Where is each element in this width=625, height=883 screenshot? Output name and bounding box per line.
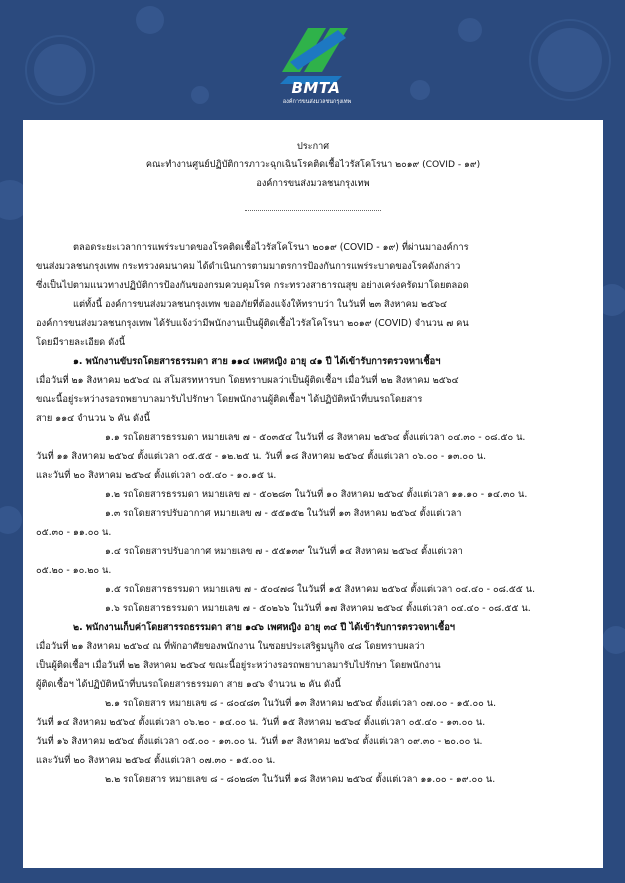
logo-brand-text: BMTA (291, 79, 341, 97)
body-line: ตลอดระยะเวลาการแพร่ระบาดของโรคติดเชื้อไวรัสโคโรนา ๒๐๑๙ (COVID - ๑๙) ที่ผ่านมาองค์การ (73, 242, 469, 253)
organization-title: องค์การขนส่งมวลชนกรุงเทพ (256, 179, 370, 189)
sub-item-line: ๑.๒ รถโดยสารธรรมดา หมายเลข ๗ - ๕๐๒๘๓ ในวันที่ ๑๐ สิงหาคม ๒๕๖๔ ตั้งแต่เวลา ๑๑.๑๐ - ๑๔.๓๐ น. (105, 489, 528, 500)
body-line: ขนส่งมวลชนกรุงเทพ กระทรวงคมนาคม ได้ดำเนินการตามมาตรการป้องกันการแพร่ระบาดของโรคดังกล่าว (36, 261, 461, 272)
sub-item-line: ๑.๑ รถโดยสารธรรมดา หมายเลข ๗ - ๕๐๓๕๔ ในวันที่ ๘ สิงหาคม ๒๕๖๔ ตั้งแต่เวลา ๐๔.๓๐ - ๐๘.๕๐ น. (105, 432, 526, 443)
body-line: เมื่อวันที่ ๒๑ สิงหาคม ๒๕๖๔ ณ สโมสรทหารบก โดยทราบผลว่าเป็นผู้ติดเชื้อฯ เมื่อวันที่ ๒๒ สิงหาคม ๒๕๖๔ (36, 375, 459, 386)
sub-item-line: ๑.๕ รถโดยสารธรรมดา หมายเลข ๗ - ๕๐๔๗๘ ในวันที่ ๑๕ สิงหาคม ๒๕๖๔ ตั้งแต่เวลา ๐๔.๔๐ - ๐๘.๕๕ น. (105, 584, 536, 595)
body-line: องค์การขนส่งมวลชนกรุงเทพ ได้รับแจ้งว่ามีพนักงานเป็นผู้ติดเชื้อไวรัสโคโรนา ๒๐๑๙ (COVID) จำนวน ๗ คน (36, 318, 469, 329)
body-line: โดยมีรายละเอียด ดังนี้ (36, 337, 126, 348)
body-line: ๐๕.๓๐ - ๑๑.๐๐ น. (36, 527, 112, 538)
sub-item-line: ๒.๒ รถโดยสาร หมายเลข ๘ - ๘๐๒๘๓ ในวันที่ ๑๘ สิงหาคม ๒๕๖๔ ตั้งแต่เวลา ๑๑.๐๐ - ๑๙.๐๐ น. (105, 774, 496, 785)
body-line: วันที่ ๑๑ สิงหาคม ๒๕๖๔ ตั้งแต่เวลา ๐๕.๕๕ - ๑๒.๒๕ น. วันที่ ๑๘ สิงหาคม ๒๕๖๔ ตั้งแต่เวลา ๐๖.๐๐ - ๑๓.๐๐ น. (36, 451, 487, 462)
page-header (0, 0, 625, 118)
title-divider (245, 210, 381, 211)
body-line: วันที่ ๑๖ สิงหาคม ๒๕๖๔ ตั้งแต่เวลา ๐๕.๐๐ - ๑๓.๐๐ น. วันที่ ๑๙ สิงหาคม ๒๕๖๔ ตั้งแต่เวลา ๐๙.๓๐ - ๒๐.๐๐ น. (36, 736, 483, 747)
body-line: เมื่อวันที่ ๒๑ สิงหาคม ๒๕๖๔ ณ ที่พักอาศัยของพนักงาน ในซอยประเสริฐมนูกิจ ๔๘ โดยทราบผลว่า (36, 641, 425, 652)
item-2-heading: ๒. พนักงานเก็บค่าโดยสารรถธรรมดา สาย ๑๔๖ เพศหญิง อายุ ๓๔ ปี ได้เข้ารับการตรวจหาเชื้อฯ (73, 622, 456, 633)
body-line: วันที่ ๑๔ สิงหาคม ๒๕๖๔ ตั้งแต่เวลา ๐๖.๒๐ - ๑๔.๐๐ น. วันที่ ๑๕ สิงหาคม ๒๕๖๔ ตั้งแต่เวลา ๐๕.๔๐ - ๑๓.๐๐ น. (36, 717, 486, 728)
sub-item-line: ๑.๖ รถโดยสารธรรมดา หมายเลข ๗ - ๕๐๒๖๖ ในวันที่ ๑๗ สิงหาคม ๒๕๖๔ ตั้งแต่เวลา ๐๔.๔๐ - ๐๘.๕๕ น. (105, 603, 531, 614)
body-line: สาย ๑๑๔ จำนวน ๖ คัน ดังนี้ (36, 413, 150, 424)
body-line: ผู้ติดเชื้อฯ ได้ปฏิบัติหน้าที่บนรถโดยสารธรรมดา สาย ๑๔๖ จำนวน ๒ คัน ดังนี้ (36, 679, 341, 690)
body-line: แต่ทั้งนี้ องค์การขนส่งมวลชนกรุงเทพ ขออภัยที่ต้องแจ้งให้ทราบว่า ในวันที่ ๒๓ สิงหาคม ๒๕๖๔ (73, 299, 448, 310)
body-line: และวันที่ ๒๐ สิงหาคม ๒๕๖๔ ตั้งแต่เวลา ๐๗.๓๐ - ๑๕.๐๐ น. (36, 755, 276, 766)
body-line: เป็นผู้ติดเชื้อฯ เมื่อวันที่ ๒๒ สิงหาคม ๒๕๖๔ ขณะนี้อยู่ระหว่างรอรถพยาบาลมารับไปรักษา โดยพนักงาน (36, 660, 441, 671)
sub-item-line: ๒.๑ รถโดยสาร หมายเลข ๘ - ๘๐๔๘๓ ในวันที่ ๑๓ สิงหาคม ๒๕๖๔ ตั้งแต่เวลา ๐๗.๐๐ - ๑๕.๐๐ น. (105, 698, 497, 709)
sub-item-line: ๑.๔ รถโดยสารปรับอากาศ หมายเลข ๗ - ๕๕๑๓๙ ในวันที่ ๑๔ สิงหาคม ๒๕๖๔ ตั้งแต่เวลา (105, 546, 463, 557)
body-line: ขณะนี้อยู่ระหว่างรอรถพยาบาลมารับไปรักษา โดยพนักงานผู้ติดเชื้อฯ ได้ปฏิบัติหน้าที่บนรถโดยสาร (36, 394, 423, 405)
logo-subtitle: องค์การขนส่งมวลชนกรุงเทพ (282, 99, 352, 105)
body-line: และวันที่ ๒๐ สิงหาคม ๒๕๖๔ ตั้งแต่เวลา ๐๕.๔๐ - ๑๐.๑๕ น. (36, 470, 277, 481)
announcement-heading: ประกาศ (296, 142, 330, 152)
announcement-document (23, 120, 603, 868)
body-line: ซึ่งเป็นไปตามแนวทางปฏิบัติการป้องกันของกรมควบคุมโรค กระทรวงสาธารณสุข อย่างเคร่งครัดมาโดยตลอด (36, 280, 469, 291)
sub-item-line: ๑.๓ รถโดยสารปรับอากาศ หมายเลข ๗ - ๕๕๑๕๒ ในวันที่ ๑๓ สิงหาคม ๒๕๖๔ ตั้งแต่เวลา (105, 508, 462, 519)
item-1-heading: ๑. พนักงานขับรถโดยสารธรรมดา สาย ๑๑๔ เพศหญิง อายุ ๔๑ ปี ได้เข้ารับการตรวจหาเชื้อฯ (73, 356, 441, 367)
committee-title: คณะทำงานศูนย์ปฏิบัติการภาวะฉุกเฉินโรคติดเชื้อไวรัสโคโรนา ๒๐๑๙ (COVID - ๑๙) (145, 160, 481, 170)
body-line: ๐๕.๒๐ - ๑๐.๒๐ น. (36, 565, 112, 576)
